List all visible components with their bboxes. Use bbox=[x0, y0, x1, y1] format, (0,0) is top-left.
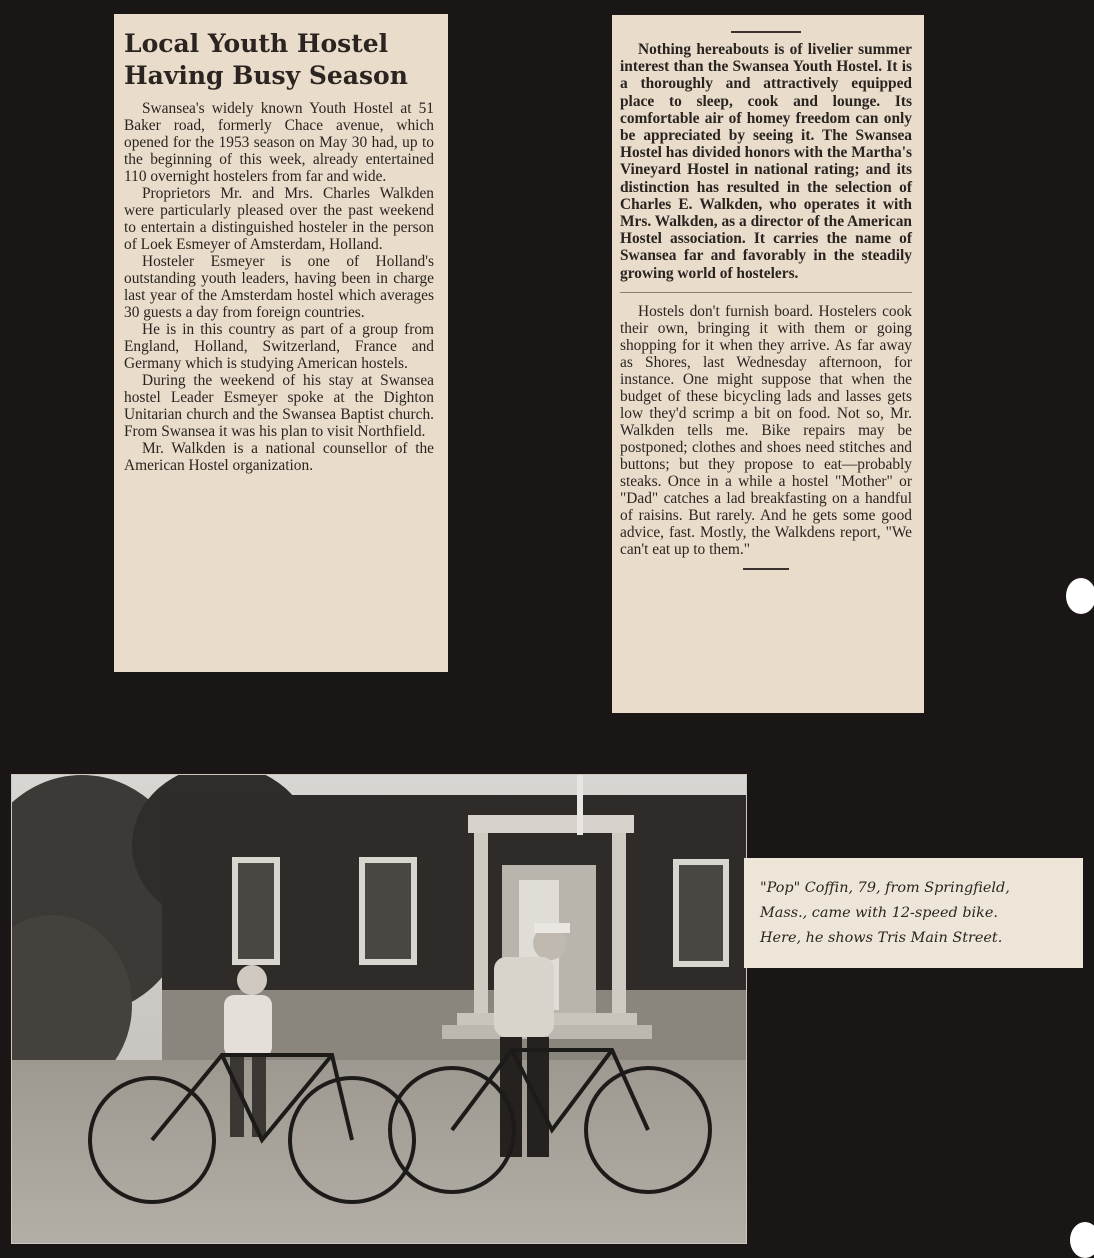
binder-hole bbox=[1066, 578, 1094, 614]
headline bbox=[124, 28, 434, 92]
headline-line-2: Having Busy Season bbox=[124, 61, 408, 90]
article-paragraph: Swansea's widely known Youth Hostel at 51 Baker road, formerly Chace avenue, which opened for the 1953 season on May 30 had, up to the beginning of this week, already entertained 110 overnight hostelers from far and wide. bbox=[124, 100, 434, 185]
article-paragraph: He is in this country as part of a group from England, Holland, Switzerland, France and Germany which is studying American hostels. bbox=[124, 321, 434, 372]
caption-line-3: Here, he shows Tris Main Street. bbox=[760, 930, 1003, 946]
right-article-clipping bbox=[612, 15, 924, 713]
left-article-clipping bbox=[114, 14, 448, 672]
article-paragraph: Proprietors Mr. and Mrs. Charles Walkden were particularly pleased over the past weekend to entertain a distinguished hosteler in the person of Loek Esmeyer of Amsterdam, Holland. bbox=[124, 185, 434, 253]
caption-line-2: Mass., came with 12-speed bike. bbox=[760, 905, 998, 921]
photo-illustration bbox=[12, 775, 746, 1243]
headline-line-1: Local Youth Hostel bbox=[124, 29, 389, 58]
column-paragraph: Hostels don't furnish board. Hostelers cook their own, bringing it with them or going shopping for it when they arrive. As far away as Shores, last Wednesday afternoon, for instance. One might suppose that when the budget of these bicycling lads and lasses gets low they'd scrimp a bit on food. Not so, Mr. Walkden tells me. Bike repairs may be postponed; clothes and shoes need stitches and buttons; but they propose to eat—probably steaks. Once in a while a hostel "Mother" or "Dad" catches a lad breakfasting on a handful of raisins. But rarely. And he gets some good advice, fast. Mostly, the Walkdens report, "We can't eat up to them." bbox=[620, 302, 912, 558]
article-paragraph: Mr. Walkden is a national counsellor of the American Hostel organization. bbox=[124, 440, 434, 474]
article-paragraph: Hosteler Esmeyer is one of Holland's outstanding youth leaders, having been in charge last year of the Amsterdam hostel which averages 30 guests a day from foreign countries. bbox=[124, 253, 434, 321]
section-divider bbox=[620, 292, 912, 293]
caption-line-1: "Pop" Coffin, 79, from Springfield, bbox=[760, 880, 1010, 896]
end-rule bbox=[743, 568, 789, 570]
editorial-paragraph: Nothing hereabouts is of livelier summer interest than the Swansea Youth Hostel. It is a thoroughly and attractively equipped place to sleep, cook and lounge. Its comfortable air of homey freedom can only be appreciated by seeing it. The Swansea Hostel has divided honors with the Martha's Vineyard Hostel in national rating; and its distinction has resulted in the selection of Charles E. Walkden, who operates it with Mrs. Walkden, as a director of the American Hostel association. It carries the name of Swansea far and favorably in the steadily growing world of hostelers. bbox=[620, 41, 912, 282]
photo-caption-clipping bbox=[744, 858, 1083, 968]
article-paragraph: During the weekend of his stay at Swansea hostel Leader Esmeyer spoke at the Dighton Unitarian church and the Swansea Baptist church. From Swansea it was his plan to visit Northfield. bbox=[124, 372, 434, 440]
photograph-cyclists-before-hostel bbox=[11, 774, 747, 1244]
